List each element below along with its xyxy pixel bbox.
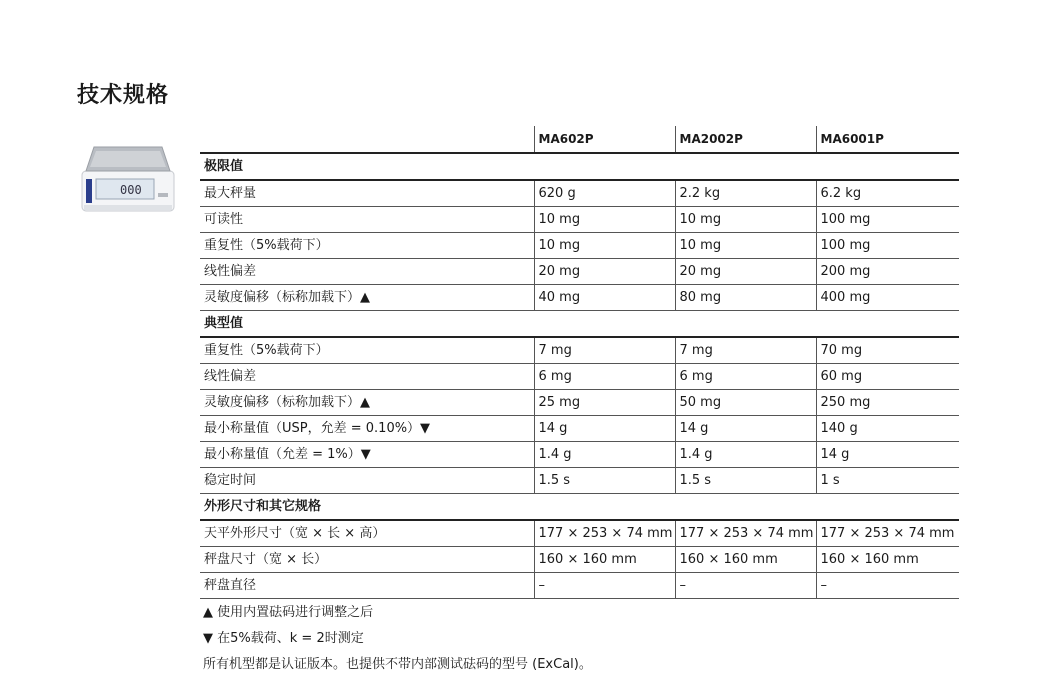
- row-label: 重复性（5%载荷下）: [200, 337, 534, 364]
- cell-value: 160 × 160 mm: [816, 547, 959, 573]
- cell-value: 70 mg: [816, 337, 959, 364]
- cell-value: 620 g: [534, 180, 675, 207]
- row-label: 线性偏差: [200, 364, 534, 390]
- cell-value: 140 g: [816, 416, 959, 442]
- table-row: [200, 547, 959, 573]
- cell-value: 1.5 s: [534, 468, 675, 494]
- row-label: 天平外形尺寸（宽 × 长 × 高）: [200, 520, 534, 547]
- cell-value: 2.2 kg: [675, 180, 816, 207]
- cell-value: 1.4 g: [675, 442, 816, 468]
- cell-value: 20 mg: [675, 259, 816, 285]
- row-label: 可读性: [200, 207, 534, 233]
- cell-value: 10 mg: [534, 233, 675, 259]
- cell-value: 10 mg: [675, 207, 816, 233]
- header-blank: [200, 126, 534, 153]
- section-header-row: [200, 153, 959, 180]
- table-row: [200, 285, 959, 311]
- cell-value: 80 mg: [675, 285, 816, 311]
- row-label: 最大秤量: [200, 180, 534, 207]
- footnotes: [203, 600, 592, 678]
- header-model-2: MA2002P: [675, 126, 816, 153]
- cell-value: 25 mg: [534, 390, 675, 416]
- footnote-triangle-up: ▲ 使用内置砝码进行调整之后: [203, 605, 374, 620]
- cell-value: 10 mg: [534, 207, 675, 233]
- footnote-triangle-down: ▼ 在5%载荷、k = 2时测定: [203, 631, 364, 646]
- section-heading: 典型值: [200, 311, 959, 338]
- cell-value: 7 mg: [534, 337, 675, 364]
- footnote-certified: 所有机型都是认证版本。也提供不带内部测试砝码的型号 (ExCal)。: [203, 657, 592, 672]
- cell-value: 1.5 s: [675, 468, 816, 494]
- row-label: 秤盘直径: [200, 573, 534, 599]
- section-header-row: [200, 494, 959, 521]
- table-row: [200, 442, 959, 468]
- section-heading: 外形尺寸和其它规格: [200, 494, 959, 521]
- cell-value: 177 × 253 × 74 mm: [675, 520, 816, 547]
- section-heading: 极限值: [200, 153, 959, 180]
- cell-value: 160 × 160 mm: [675, 547, 816, 573]
- cell-value: 40 mg: [534, 285, 675, 311]
- cell-value: 6.2 kg: [816, 180, 959, 207]
- table-row: [200, 207, 959, 233]
- table-row: [200, 364, 959, 390]
- cell-value: 6 mg: [675, 364, 816, 390]
- cell-value: 14 g: [816, 442, 959, 468]
- cell-value: 1 s: [816, 468, 959, 494]
- table-row: [200, 259, 959, 285]
- header-model-1: MA602P: [534, 126, 675, 153]
- section-header-row: [200, 311, 959, 338]
- row-label: 最小称量值（USP，允差 = 0.10%）▼: [200, 416, 534, 442]
- table-row: [200, 573, 959, 599]
- cell-value: 100 mg: [816, 207, 959, 233]
- cell-value: –: [675, 573, 816, 599]
- cell-value: 6 mg: [534, 364, 675, 390]
- cell-value: 177 × 253 × 74 mm: [534, 520, 675, 547]
- cell-value: 14 g: [534, 416, 675, 442]
- cell-value: 177 × 253 × 74 mm: [816, 520, 959, 547]
- cell-value: 7 mg: [675, 337, 816, 364]
- page-title: 技术规格: [77, 83, 170, 108]
- cell-value: 160 × 160 mm: [534, 547, 675, 573]
- cell-value: –: [534, 573, 675, 599]
- table-row: [200, 520, 959, 547]
- header-row: [200, 126, 959, 153]
- row-label: 重复性（5%载荷下）: [200, 233, 534, 259]
- row-label: 稳定时间: [200, 468, 534, 494]
- cell-value: 50 mg: [675, 390, 816, 416]
- cell-value: 1.4 g: [534, 442, 675, 468]
- header-model-3: MA6001P: [816, 126, 959, 153]
- row-label: 秤盘尺寸（宽 × 长）: [200, 547, 534, 573]
- table-row: [200, 468, 959, 494]
- table-row: [200, 390, 959, 416]
- spec-table: [200, 126, 959, 599]
- cell-value: 20 mg: [534, 259, 675, 285]
- cell-value: 10 mg: [675, 233, 816, 259]
- cell-value: –: [816, 573, 959, 599]
- cell-value: 250 mg: [816, 390, 959, 416]
- cell-value: 400 mg: [816, 285, 959, 311]
- cell-value: 200 mg: [816, 259, 959, 285]
- row-label: 灵敏度偏移（标称加载下）▲: [200, 285, 534, 311]
- cell-value: 100 mg: [816, 233, 959, 259]
- display-readout: 000: [120, 183, 142, 197]
- table-row: [200, 180, 959, 207]
- table-row: [200, 337, 959, 364]
- row-label: 灵敏度偏移（标称加载下）▲: [200, 390, 534, 416]
- table-row: [200, 416, 959, 442]
- balance-scale-icon: [80, 143, 176, 215]
- table-row: [200, 233, 959, 259]
- cell-value: 60 mg: [816, 364, 959, 390]
- row-label: 最小称量值（允差 = 1%）▼: [200, 442, 534, 468]
- cell-value: 14 g: [675, 416, 816, 442]
- row-label: 线性偏差: [200, 259, 534, 285]
